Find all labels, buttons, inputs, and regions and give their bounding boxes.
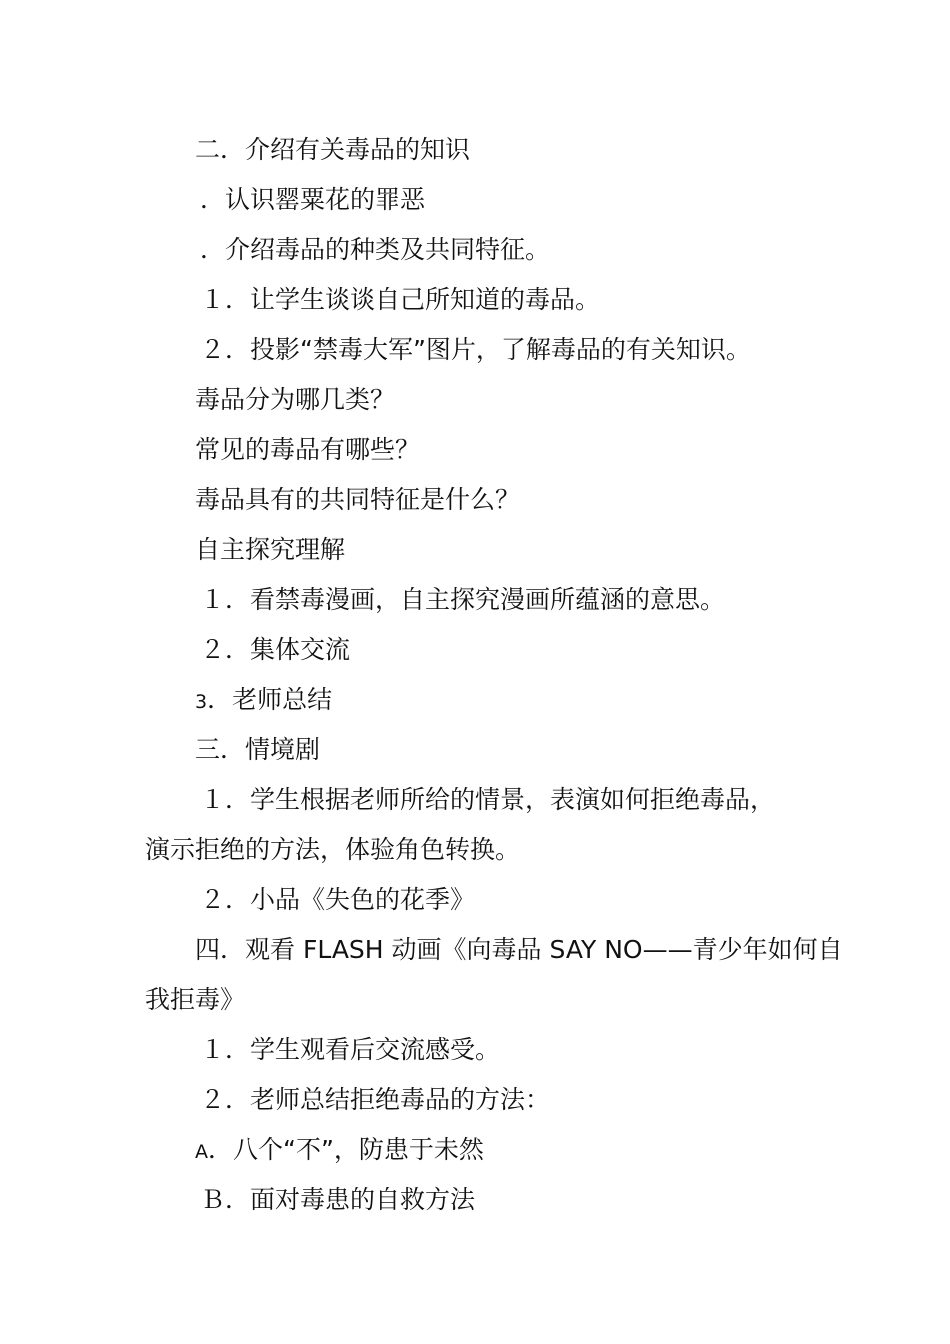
list-number: 3 (195, 691, 208, 713)
text-line: ．介绍毒品的种类及共同特征。 (200, 235, 551, 264)
text-line: ．认识罂粟花的罪恶 (200, 185, 426, 214)
heading-section-3: 三．情境剧 (195, 735, 321, 764)
text-segment: ．八个“不”，防患于未然 (208, 1135, 484, 1164)
text-segment: ．老师总结 (207, 685, 333, 714)
text-line: ２．小品《失色的花季》 (200, 885, 476, 914)
text-line: 毒品具有的共同特征是什么？ (195, 485, 521, 514)
heading-section-4: 四．观看 FLASH 动画《向毒品 SAY NO——青少年如何自 (195, 935, 843, 964)
text-line: １．让学生谈谈自己所知道的毒品。 (200, 285, 601, 314)
text-line (195, 1135, 484, 1165)
text-line: 常见的毒品有哪些？ (195, 435, 421, 464)
heading-section-2: 二．介绍有关毒品的知识 (195, 135, 471, 164)
text-line (195, 685, 332, 715)
text-line: ２．集体交流 (200, 635, 351, 664)
text-line: 自主探究理解 (195, 535, 346, 564)
text-line: １．看禁毒漫画，自主探究漫画所蕴涵的意思。 (200, 585, 726, 614)
list-letter: A (195, 1141, 208, 1163)
text-line: ２．老师总结拒绝毒品的方法： (200, 1085, 551, 1114)
text-line: １．学生根据老师所给的情景，表演如何拒绝毒品， (200, 785, 776, 814)
text-line: 演示拒绝的方法，体验角色转换。 (145, 835, 521, 864)
text-line: １．学生观看后交流感受。 (200, 1035, 501, 1064)
text-line: 我拒毒》 (145, 985, 246, 1014)
text-line: ２．投影“禁毒大军”图片，了解毒品的有关知识。 (200, 335, 751, 364)
text-line: Ｂ．面对毒患的自救方法 (200, 1185, 476, 1214)
text-line: 毒品分为哪几类？ (195, 385, 396, 414)
